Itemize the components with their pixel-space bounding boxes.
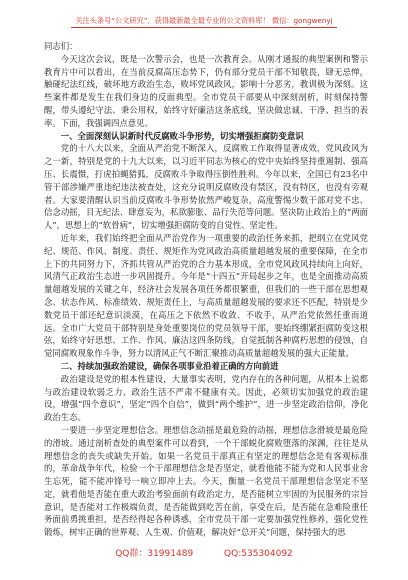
footer-contact [0,548,408,568]
section-heading-1: 一、全面深刻认识新时代反腐败斗争形势，切实增强拒腐防变意识 [60,130,304,141]
paragraph-2: 近年来，我们始终把全面从严治党作为一项重要的政治任务来抓，把纲立在党风党纪、规范、作风、制度、责任、规矩作为党风政治高质量超越发展的重要保障，在全市上下的共同努力下，齐抓共管从严治党的合力基本形成，全市党风政风持续向上向好，风清气正政治生态进一步巩固提升。今年是“十四五”开局起步之年，也是全面推动高质量超越发展的关键之年，经济社会发展各项任务都很繁重，但我们的一些干部在思想观念、状态作风、标准绩效、规矩责任上，与高质量超越发展的要求还不匹配，特别是少数党员干部还纪意识淡漠，在高压之下依然不收敛、不收手，从严治党依然任重而道远。全市广大党员干部特别是身处重要岗位的党员领导干部，要始终绷紧拒腐防变这根弦，始终守好思想、工作、作风、廉洁这四条防线，自觉抵制各种腐朽思想的侵蚀，自觉同腐败现象作斗争，努力以清风正气不断汇聚推动高质量超越发展的强大正能量。 [44,232,368,359]
footer-qq-group: QQ群：31991489 [115,549,194,559]
footer-qq: QQ:535304092 [224,549,293,559]
paragraph-4: 一要进一步坚定理想信念。理想信念动摇是最危险的动摇，理想信念滑坡是最危险的滑坡。通过剖析查处的典型案件可以看到，一个干部蜕化腐败堕落的深渊，往往是从理想信念的丧失或缺失开始。如果一名党员干部真正有坚定的理想信念是有客观标准的，革命战争年代，检验一个干部理想信念是否坚定，就看他能不能为党和人民事业舍生忘死，能不能冲锋号一响立即冲上去。今天，衡量一名党员干部理想信念坚定不坚定，就看他是否能在重大政治考验面前有政治定力，是否能树立牢固的为民服务的宗旨意识，是否能对工作极端负责，是否能做到吃苦在前，享受在后，是否能在急难险重任务面前勇挑重担，是否经得起各种诱惑，全市党员干部一定要加强党性修养，强化党性锻炼，树牢正确的世界观、人生观、价值观，解决好“总开关”问题，保持强大的思 [44,424,368,538]
banner-text: 关注头条号“公文研究”，获得最新最全最专业的公文资料库！ 微信：gongwenyj [71,16,336,28]
salutation: 同志们： [44,41,78,51]
section-heading-2: 二、持续加强政治建设，确保各项事业沿着正确的方向前进 [60,360,279,371]
paragraph-intro: 今天这次会议，既是一次警示会，也是一次教育会。从刚才通报的典型案例和警示教育片中可以看出，在当前反腐高压态势下，仍有部分党员干部不知敬畏，肆无忌惮，触碰纪法红线，破坏地方政治生态，败坏党风政风，影响十分恶劣，教训极为深刻。这些案件都是发生在我们身边的反面典型。全市党员干部要从中深刻剖析，时刻保持警醒，带头遵纪守法、秉公用权，始终守好廉洁这条底线，坚决做忠诚、干净、担当的表率。下面，我强调四点意见。 [44,53,368,128]
paragraph-3: 政治建设是党的根本性建设，大量事实表明，党内存在的各种问题，从根本上说都与政治建设软弱乏力、政治生活不严肃不健康有关。因此，必须切实加强党的政治建设，增强“四个意识”，坚定“四个自信”，做到“两个维护”，进一步坚定政治信仰，净化政治生态。 [44,373,368,423]
paragraph-1: 党的十八大以来，全面从严治党不断深入，反腐败工作取得显著成效，党风政风为之一新，特别是党的十九大以来，以习近平同志为核心的党中央始终坚持重遏制、强高压、长震慑，打虎拍蝇猎狐，反腐败斗争取得压倒性胜利。今年以来，全国已有23名中管干部涉嫌严重违纪违法被查处，这充分说明反腐败没有禁区，没有特区，也没有旁观者。大家要清醒认识当前反腐败斗争形势依然严峻复杂，高度警惕少数干部对党不忠、信念动摇，目无纪法、肆意妄为，私欲膨胀、品行失范等问题。坚决防止政治上的“两面人”，思想上的“软骨病”，切实增强拒腐防变的自觉性、坚定性。 [44,143,368,231]
promo-banner [0,8,408,34]
document-body [44,40,368,539]
